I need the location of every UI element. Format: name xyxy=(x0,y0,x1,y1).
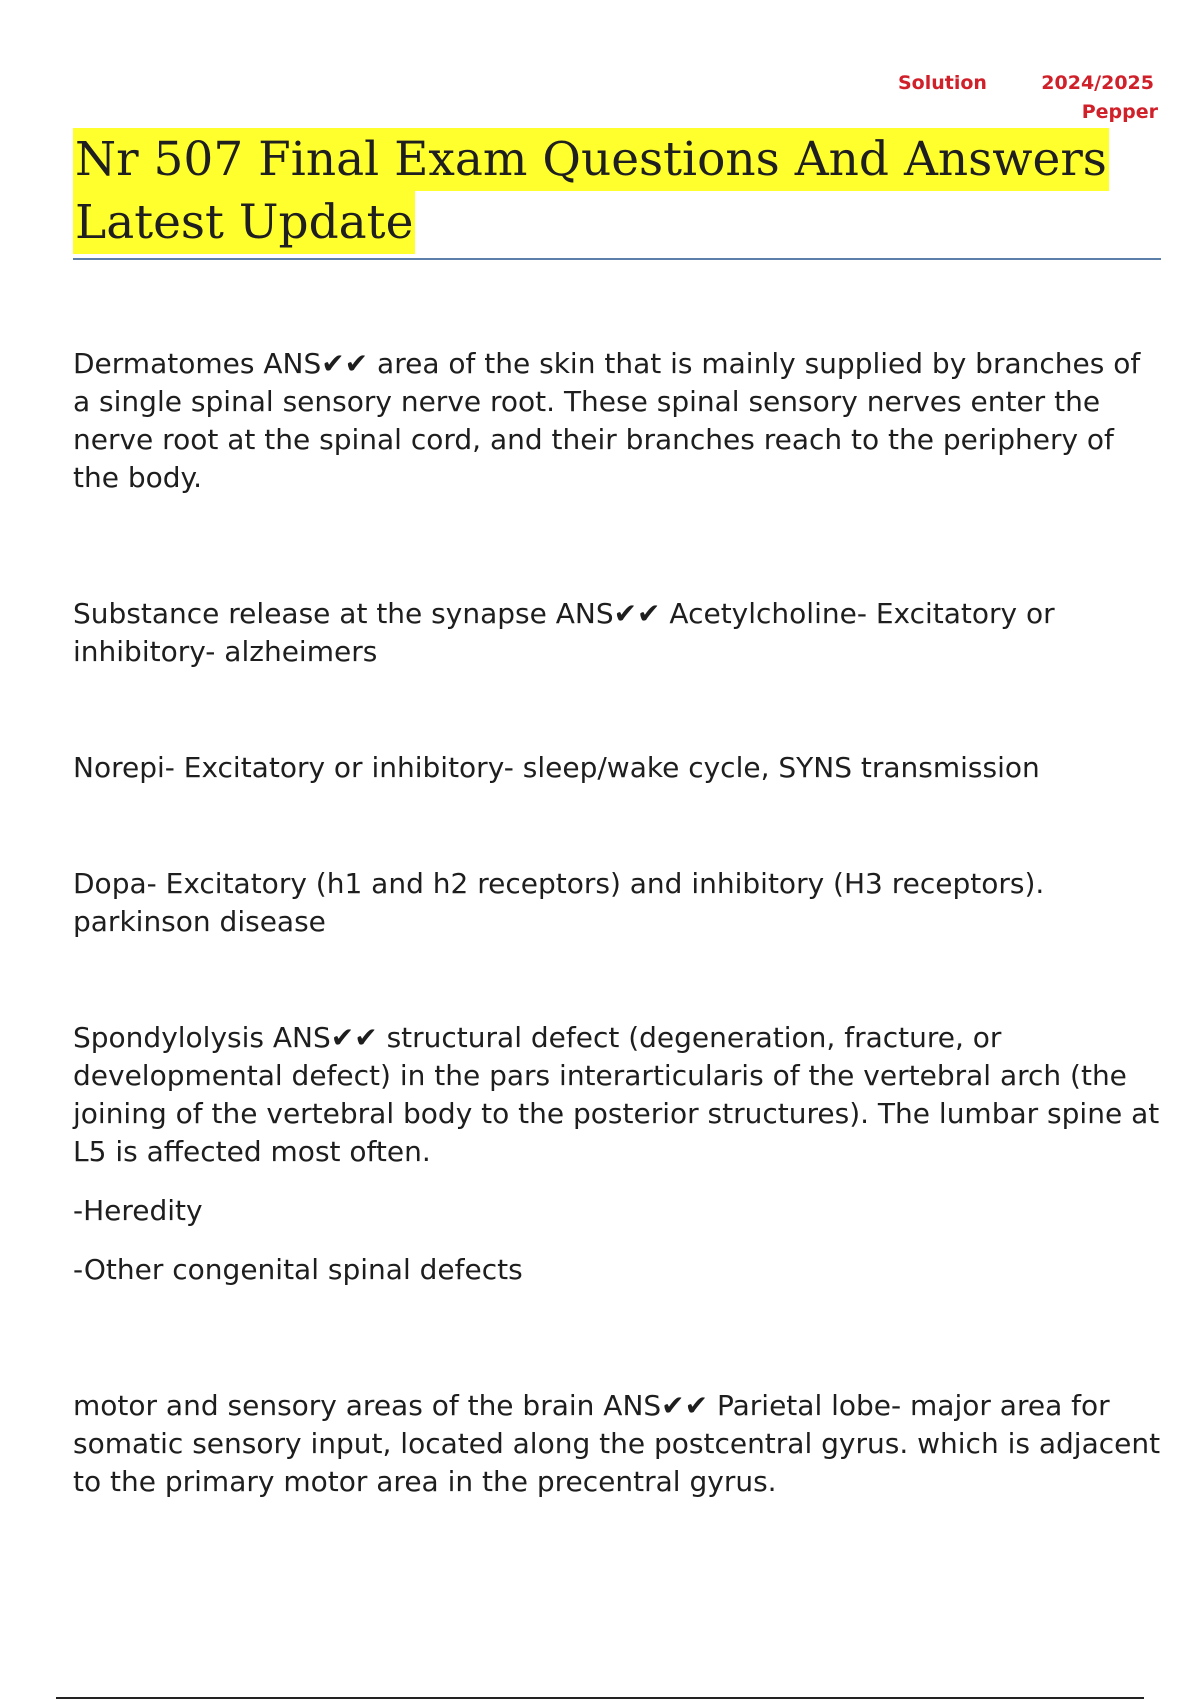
footer-divider xyxy=(56,1697,1144,1699)
paragraph-synapse-substance: Substance release at the synapse ANS✔✔ Acetylcholine- Excitatory or inhibitory- alzheimers xyxy=(73,597,1055,668)
year-label: 2024/2025 xyxy=(1041,72,1154,94)
title-line-2: Latest Update xyxy=(73,191,415,254)
header-meta xyxy=(898,72,1158,132)
paragraph-spondylolysis: Spondylolysis ANS✔✔ structural defect (degeneration, fracture, or developmental defect) in the pars interarticularis of the vertebral arch (the joining of the vertebral body to the posterior structures). The lumbar spine at L5 is affected most often. xyxy=(73,1021,1160,1168)
solution-label: Solution xyxy=(898,72,987,94)
author-label: Pepper xyxy=(1081,101,1158,123)
page-title xyxy=(73,128,1163,254)
title-divider xyxy=(73,258,1161,260)
paragraph-norepi: Norepi- Excitatory or inhibitory- sleep/wake cycle, SYNS transmission xyxy=(73,751,1040,784)
paragraph-dermatomes: Dermatomes ANS✔✔ area of the skin that is mainly supplied by branches of a single spinal sensory nerve root. These spinal sensory nerves enter the nerve root at the spinal cord, and their branches reach to the periphery of the body. xyxy=(73,347,1141,494)
document-body xyxy=(73,345,1163,1501)
title-line-1: Nr 507 Final Exam Questions And Answers xyxy=(73,128,1109,191)
paragraph-dopa: Dopa- Excitatory (h1 and h2 receptors) and inhibitory (H3 receptors). parkinson disease xyxy=(73,867,1045,938)
list-item-heredity: -Heredity xyxy=(73,1194,203,1227)
paragraph-motor-sensory: motor and sensory areas of the brain ANS✔✔ Parietal lobe- major area for somatic sensory input, located along the postcentral gyrus. which is adjacent to the primary motor area in the precentral gyrus. xyxy=(73,1389,1161,1498)
list-item-congenital-defects: -Other congenital spinal defects xyxy=(73,1253,523,1286)
